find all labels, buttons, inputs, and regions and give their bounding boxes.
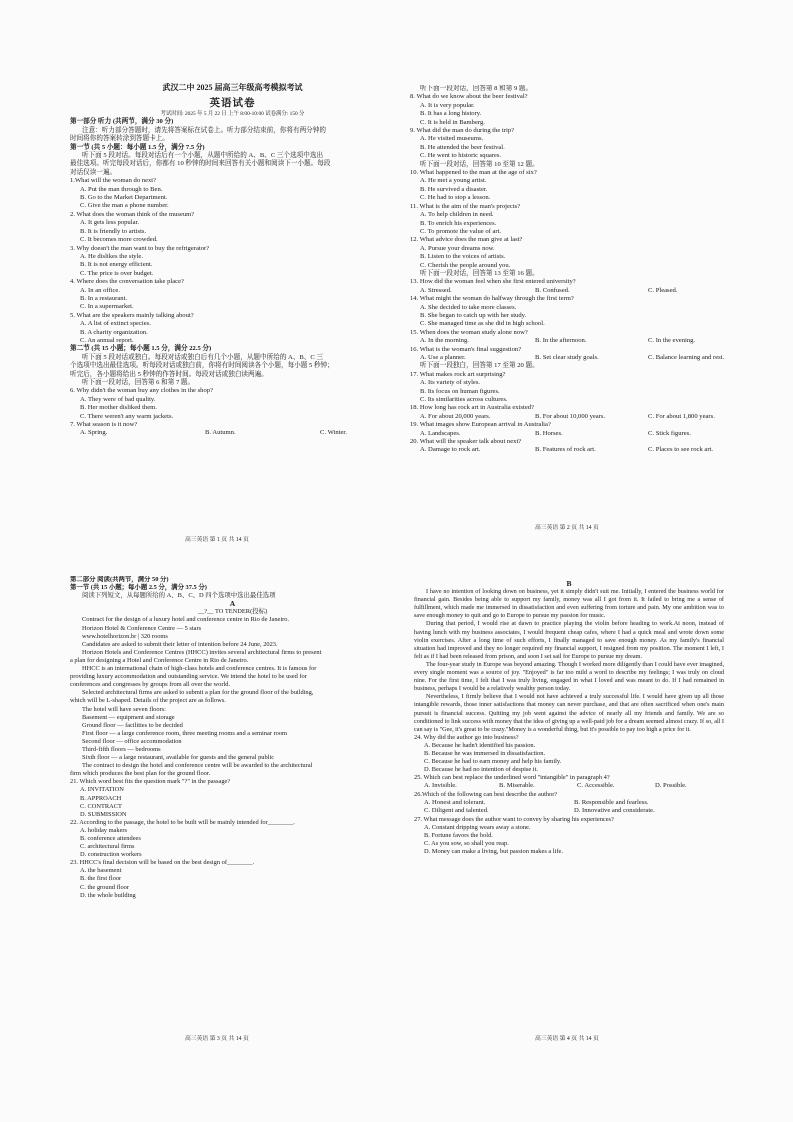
instruction-line: 阅读下列短文，从每题所给的 A、B、C、D 四个选项中选出最佳选项	[82, 592, 276, 600]
option: C. For about 1,800 years.	[648, 412, 715, 420]
option: B. In a restaurant.	[80, 294, 128, 302]
option: D. SUBMISSION	[80, 810, 127, 818]
option: C. Its similarities across cultures.	[420, 396, 508, 404]
option: C. The price is over budget.	[80, 269, 154, 277]
option: B. Set clear study goals.	[535, 354, 599, 361]
option: A. A list of extinct species.	[80, 320, 151, 328]
instruction-line: 个选项中选出最佳选项。听每段对话或独白前，你将有时间阅读各个小题，每小题 5 秒钟；	[70, 362, 334, 370]
option-row	[410, 287, 760, 295]
option: C. He went to historic squares.	[420, 152, 502, 160]
passage-paragraph: The four-year study in Europe was beyond amazing. Though I worked more diligently than I could have ever imagined, every single moment was a source of joy. "Enjoyed" is far too mild a word to describe my feelings; I was truly on cloud nine. For the first time, I felt that I was truly living, engaged in what I loved and was meant to do. If I had remained in business, perhaps I would be a relatively wealthy person today.	[414, 660, 724, 693]
passage-heading: __?__ TO TENDER(投标)	[197, 608, 268, 616]
question-stem: 9. What did the man do during the trip?	[410, 127, 515, 135]
option: C. Diligent and talented.	[424, 807, 489, 815]
question-stem: 22. According to the passage, the hotel to be built will be mainly intended for________.	[70, 818, 295, 826]
option-row	[414, 799, 724, 807]
option-row	[410, 413, 760, 421]
instruction-line: 听完后，各小题将给出 5 秒钟的作答时间。每段对话或独白读两遍。	[70, 370, 268, 378]
option: A. It is very popular.	[420, 101, 475, 109]
option: A. In the morning.	[420, 337, 469, 345]
passage-line: which will be L-shaped. Details of the project are as follows.	[70, 697, 226, 705]
option: A. He dislikes the style.	[80, 252, 143, 260]
option: C. CONTRACT	[80, 802, 122, 810]
instruction-line: 对话仅读一遍。	[70, 168, 117, 176]
question-stem: 1.What will the woman do next?	[70, 177, 157, 185]
option: A. Damage to rock art.	[420, 446, 481, 454]
option: B. For about 10,000 years.	[535, 412, 606, 420]
passage-line: Third-fifth floors — bedrooms	[82, 745, 161, 753]
passage-letter: A	[229, 599, 236, 609]
question-stem: 12. What advice does the man give at last?	[410, 236, 523, 244]
option: C. As you sow, so shall you reap.	[424, 839, 509, 847]
option: B. He survived a disaster.	[420, 185, 488, 193]
question-stem: 2. What does the woman think of the museum?	[70, 210, 195, 218]
question-stem: 3. Why doesn't the man want to buy the refrigerator?	[70, 244, 210, 252]
question-stem: 23. HHCC's final decision will be based on the best design of________.	[70, 859, 255, 867]
passage-line: Sixth floor — a large restaurant, available for guests and the general public	[82, 754, 275, 762]
question-stem: 17. What makes rock art surprising?	[410, 370, 506, 378]
option: B. Go to the Market Department.	[80, 194, 168, 202]
option: A. the basement	[80, 867, 122, 875]
option: C. architectural firms	[80, 843, 135, 851]
option-row	[410, 430, 760, 438]
option: A. Use a planner.	[420, 354, 466, 361]
option: D. Possible.	[655, 782, 687, 790]
passage-paragraph: Nevertheless, I firmly believe that I would not have achieved a truly successful life. I would have given up all those intangible rewards, those inner satisfactions that money can never purchase, and that are often sacrificed when one's main pursuit is financial success. Quitting my job went against the advice of nearly all my friends and family. We are so conditioned to link success with money that the idea of giving up a well-paid job for a dream seemed almost crazy. If so, all I can say is "Gee, it's great to be crazy."Money is a wonderful thing, but it's possible to pay too high a price for it.	[414, 693, 724, 733]
option: A. Constant dripping wears away a stone.	[424, 823, 531, 831]
option: D. the whole building	[80, 891, 136, 899]
option: C. Cherish the people around you.	[420, 261, 511, 269]
passage-line: www.hotelhorizon.br | 320 rooms	[82, 632, 168, 640]
option: B. A charity organization.	[80, 328, 148, 336]
question-stem: 24. Why did the author go into business?	[414, 733, 519, 741]
dialogue-instruction: 听下面一段对话，回答第 10 至第 12 题。	[420, 160, 539, 168]
option: B. conference attendees	[80, 835, 141, 842]
option: A. She decided to take more classes.	[420, 303, 517, 311]
question-stem: 27. What message does the author want to convey by sharing his experiences?	[414, 815, 614, 823]
question-stem: 4. Where does the conversation take place?	[70, 278, 184, 286]
option: A. In an office.	[80, 286, 120, 294]
question-stem: 18. How long has rock art in Australia existed?	[410, 404, 534, 412]
exam-info: 考试时间: 2025 年 5 月 22 日 上午 8:00-10:00 试卷满分: 150 分	[160, 111, 305, 117]
option: B. To enrich his experiences.	[420, 219, 497, 227]
page-1	[70, 82, 395, 527]
part-heading: 第一部分 听力 (共两节，满分 30 分)	[70, 118, 174, 126]
passage-paragraph: I have no intention of looking down on business, yet it simply didn't suit me. Initially, I entered the business world for financial gain. Besides being able to support my family, money was all I got from it. It failed to bring me a sense of fulfillment, which made me immersed in dissatisfaction and even suffering from torture and pain. My one ambition was to save enough money to quit and go to Europe to pursue my passion for music.	[414, 588, 724, 620]
option: B. It has a long history.	[420, 110, 482, 118]
page-footer: 高三英语 第 4 页 共 14 页	[535, 1036, 599, 1042]
passage-line: Selected architectural firms are asked to submit a plan for the ground floor of the building,	[82, 689, 314, 697]
option: C. Places to see rock art.	[648, 446, 714, 454]
question-stem: 16. What is the woman's final suggestion?	[410, 345, 522, 353]
option: A. Its variety of styles.	[420, 379, 481, 387]
option: C. An annual report.	[80, 336, 134, 344]
passage-line: providing luxury accommodation and outstanding service. We intend the hotel to be used for	[70, 673, 307, 681]
question-stem: 20. What will the speaker talk about next?	[410, 438, 522, 446]
option: C. He had to stop a lesson.	[420, 194, 491, 202]
option: C. There weren't any warm jackets.	[80, 412, 174, 420]
section-heading: 第二节 (共 15 小题；每小题 1.5 分，满分 22.5 分)	[70, 345, 212, 353]
page-footer: 高三英语 第 3 页 共 14 页	[185, 1036, 249, 1042]
notice-line: 注意：听力部分答题时，请先将答案标在试卷上。听力部分结束前，你将有两分钟的	[82, 126, 326, 134]
option: B. He attended the beer festival.	[420, 143, 505, 151]
page-4	[414, 580, 724, 1030]
question-stem: 11. What is the aim of the man's projects?	[410, 202, 521, 210]
option: C. Winter.	[320, 429, 347, 437]
option: B. Features of rock art.	[535, 446, 596, 454]
option: A. Pursue your dreams now.	[420, 244, 495, 252]
passage-line: The hotel will have seven floors:	[82, 705, 166, 713]
subject-title: 英语试卷	[209, 98, 256, 109]
passage-line: firm which produces the best plan for the ground floor.	[70, 770, 211, 778]
option: A. Put the man through to Ben.	[80, 185, 163, 193]
option: C. In the evening.	[648, 337, 696, 345]
exam-title: 武汉二中 2025 届高三年级高考模拟考试	[162, 83, 303, 92]
question-stem: 21. Which word best fits the question mark "?" in the passage?	[70, 778, 231, 786]
option: B. Responsible and fearless.	[574, 798, 649, 806]
option: B. Fortune favors the bold.	[424, 831, 493, 839]
passage-line: a plan for designing a Hotel and Conference Centre in Rio de Janeiro.	[70, 656, 249, 664]
option: D. Because he had no intention of despise it.	[424, 766, 538, 774]
passage-line: Horizon Hotels and Conference Centres (HHCC) invites several architectural firms to present	[82, 648, 322, 656]
question-stem: 13. How did the woman feel when she first entered university?	[410, 278, 576, 286]
option: A. Invisible.	[424, 782, 457, 790]
option: B. the first floor	[80, 875, 122, 883]
option: B. Miserable.	[499, 782, 535, 790]
page-2	[410, 85, 760, 525]
passage-paragraph: During that period, I would rise at dawn to practice playing the violin before heading to work.At noon, instead of having lunch with my business associates, I would frequent cheap cafes, where I had a quick meal and wrote down some violin exercises. After a long time of such efforts, I finally managed to save enough money. As my family's financial situation had improved and they no longer required my financial support, I resigned from my position. The moment I left, I felt as if I had been released from prison, and soon I set sail for Europe to pursue my dream.	[414, 620, 724, 660]
option: A. They were of bad quality.	[80, 395, 156, 403]
passage-line: Second floor — office accommodation	[82, 737, 182, 745]
option: C. Accessible.	[577, 782, 615, 790]
instruction-line: 听下面一段对话，回答第 6 和第 7 题。	[82, 379, 195, 386]
passage-line: First floor — a large conference room, three meeting rooms and a seminar room	[82, 729, 288, 737]
option: B. Its focus on human figures.	[420, 387, 500, 395]
question-stem: 14. What might the woman do halfway through the first term?	[410, 295, 574, 303]
question-stem: 25. Which can best replace the underlined word "intangible" in paragraph 4?	[414, 774, 610, 782]
option: C. the ground floor	[80, 883, 129, 891]
passage-line: Candidates are asked to submit their letter of intention before 24 June, 2023.	[82, 640, 278, 648]
option: C. It is held in Bamberg.	[420, 118, 485, 126]
option: C. Give the man a phone number.	[80, 202, 169, 210]
page-footer: 高三英语 第 2 页 共 14 页	[535, 525, 599, 531]
option: A. INVITATION	[80, 786, 124, 794]
passage-line: Basement — equipment and storage	[82, 713, 175, 721]
option: B. Listen to the voices of artists.	[420, 253, 506, 261]
instruction-line: 最佳选项。听完每段对话后，你都有 10 秒钟的时间来回答有关小题和阅读下一小题。每段	[70, 160, 331, 168]
option: C. She managed time as she did in high school.	[420, 320, 545, 328]
option: A. Landscapes.	[420, 429, 461, 437]
question-stem: 15. When does the woman study alone now?	[410, 328, 528, 336]
option: C. It becomes more crowded.	[80, 236, 158, 244]
option: A. For about 20,000 years.	[420, 412, 491, 420]
option: C. In a supermarket.	[80, 303, 134, 311]
option: D. Money can make a living, but passion makes a life.	[424, 848, 563, 856]
passage-line: conferences and congresses by groups from all over the world.	[70, 681, 231, 689]
question-stem: 7. What season is it now?	[70, 421, 138, 429]
page-footer: 高三英语 第 1 页 共 14 页	[185, 537, 249, 543]
passage-line: Horizon Hotel & Conference Centre — 5 stars	[82, 624, 202, 632]
passage-line: Contract for the design of a luxury hotel and conference centre in Rio de Janeiro.	[82, 616, 290, 624]
option: A. holiday makers	[80, 826, 128, 834]
option: C. To promote the value of art.	[420, 227, 502, 235]
page-3	[70, 576, 395, 1028]
option: C. Balance learning and rest.	[648, 354, 725, 361]
instruction-line: 听下面 5 段对话或独白。每段对话或独白后有几个小题，从题中所给的 A、B、C 三	[82, 353, 324, 361]
option-row	[410, 446, 760, 454]
option: A. It gets less popular.	[80, 219, 139, 227]
option: A. Spring.	[80, 429, 108, 437]
instruction-line: 听下面 5 段对话。每段对话后有一个小题，从题中所给的 A、B、C 三个选项中选出	[82, 152, 324, 160]
option: D. construction workers	[80, 851, 142, 859]
option-row	[414, 782, 724, 790]
option: A. Honest and tolerant.	[424, 798, 486, 806]
option: B. Autumn.	[205, 429, 236, 437]
option: B. She began to catch up with her study.	[420, 311, 527, 319]
option-row	[410, 337, 760, 345]
option: C. Pleased.	[648, 286, 678, 294]
option: A. Stressed.	[420, 286, 452, 294]
option-row	[414, 807, 724, 815]
question-stem: 8. What do we know about the beer festival?	[410, 93, 528, 101]
question-stem: 19. What images show European arrival in Australia?	[410, 421, 551, 429]
section-heading: 第一节 (共 5 小题：每小题 1.5 分，满分 7.5 分)	[70, 143, 205, 151]
passage-line: The contract to design the hotel and conference centre will be awarded to the architectural	[82, 762, 313, 770]
option: B. It is not energy efficient.	[80, 261, 153, 269]
option: B. Because he was immersed in dissatisfaction.	[424, 749, 546, 757]
option: A. He visited museums.	[420, 135, 484, 143]
option: B. It is friendly to artists.	[80, 227, 147, 235]
notice-line: 时间将你的答案转涂到答题卡上。	[70, 135, 169, 143]
question-stem: 6. Why didn't the woman buy any clothes in the shop?	[70, 387, 213, 395]
option: B. Confused.	[535, 286, 570, 294]
part-heading: 第二部分 阅读(共两节，满分 50 分)	[70, 576, 169, 583]
option: B. Horses.	[535, 429, 563, 437]
question-stem: 10. What happened to the man at the age of six?	[410, 169, 537, 177]
option: A. Because he hadn't identified his passion.	[424, 741, 536, 749]
option: A. He met a young artist.	[420, 177, 487, 185]
dialogue-instruction: 听下面一段对话，回答第 13 至第 16 题。	[420, 269, 539, 277]
option-row	[70, 429, 395, 437]
question-stem: 26.Which of the following can best describe the author?	[414, 790, 558, 798]
option: C. Because he had to earn money and help his family.	[424, 758, 562, 766]
passage-letter: B	[566, 580, 572, 588]
option: B. In the afternoon.	[535, 337, 587, 345]
option: C. Stick figures.	[648, 429, 691, 437]
option: A. To help children in need.	[420, 211, 494, 219]
dialogue-instruction: 听下面一段独白，回答第 17 至第 20 题。	[420, 362, 539, 370]
dialogue-instruction: 听下面一段对话，回答第 8 和第 9 题。	[420, 85, 533, 92]
option: D. Innovative and considerate.	[574, 807, 655, 815]
option: B. APPROACH	[80, 794, 122, 802]
question-stem: 5. What are the speakers mainly talking about?	[70, 311, 194, 319]
option: B. Her mother disliked them.	[80, 404, 157, 412]
passage-line: Ground floor — facilities to be decided	[82, 721, 183, 729]
section-heading: 第一节 (共 15 小题；每小题 2.5 分，满分 37.5 分)	[70, 584, 207, 592]
passage-line: HHCC is an international chain of high-class hotels and conference centres. It is famous for	[82, 665, 317, 673]
